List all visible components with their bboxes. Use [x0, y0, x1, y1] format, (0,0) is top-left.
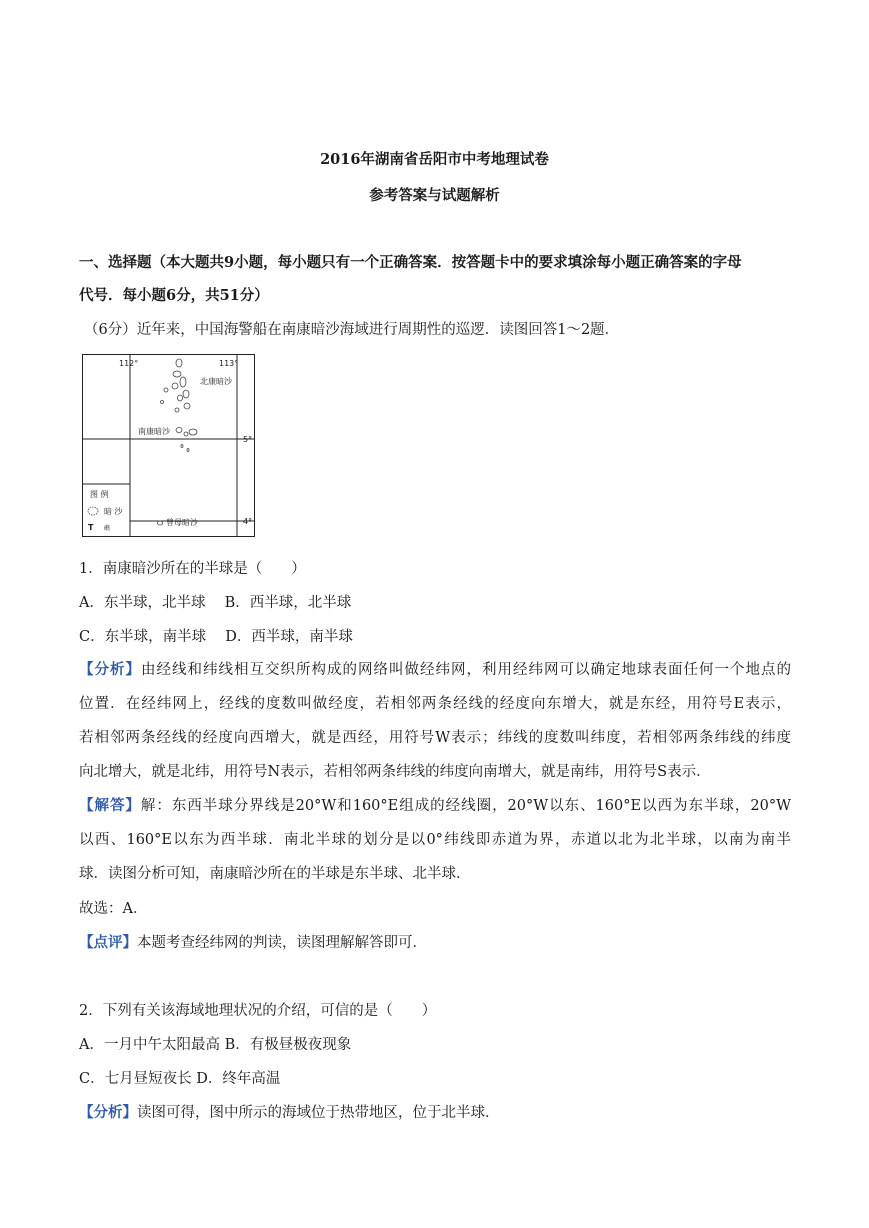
question-intro: （6分）近年来，中国海警船在南康暗沙海域进行周期性的巡逻．读图回答1～2题． [84, 322, 620, 338]
q1-options-row1: A．东半球，北半球 B．西半球，北半球 [79, 595, 352, 611]
analysis-tag: 【分析】 [79, 661, 141, 678]
q2-stem: 2．下列有关该海域地理状况的介绍，可信的是（ ） [79, 1003, 437, 1019]
zengmu-label: 曾母暗沙 [166, 518, 198, 527]
beikang-label: 北康暗沙 [200, 377, 232, 386]
q2-analysis-tag: 【分析】 [79, 1104, 137, 1121]
comment-tag: 【点评】 [79, 934, 137, 951]
legend-marker-label: 礁 [104, 525, 111, 532]
q2-options-row1: A．一月中午太阳最高 B．有极昼极夜现象 [79, 1037, 352, 1053]
section-heading: 一、选择题（本大题共9小题，每小题只有一个正确答案．按答题卡中的要求填涂每小题正确答案的字母 [79, 254, 742, 271]
lon-113-label: 113° [219, 359, 239, 368]
lon-112-label: 112° [119, 359, 139, 368]
q1-analysis [79, 658, 791, 679]
q1-choice: 故选：A． [79, 901, 148, 917]
q1-answer-line3: 球．读图分析可知，南康暗沙所在的半球是东半球、北半球． [79, 866, 471, 882]
q1-comment-text: 本题考查经纬网的判读，读图理解解答即可． [137, 935, 427, 951]
q2-analysis [79, 1101, 500, 1122]
legend-shoal-label: 暗 沙 [104, 507, 123, 516]
q1-options-row2: C．东半球，南半球 D．西半球，南半球 [79, 629, 353, 645]
q2-options-row2: C．七月昼短夜长 D．终年高温 [79, 1071, 281, 1087]
nankang-label: 南康暗沙 [138, 427, 170, 436]
q1-answer [79, 794, 791, 815]
q1-analysis-line3: 若相邻两条经线的经度向西增大，就是西经，用符号W表示；纬线的度数叫纬度，若相邻两条纬线的纬度 [79, 730, 791, 746]
q1-analysis-line1: 由经线和纬线相互交织所构成的网络叫做经纬网，利用经纬网可以确定地球表面任何一个地点的 [141, 662, 791, 678]
document-title: 2016年湖南省岳阳市中考地理试卷 [320, 151, 549, 168]
answer-tag: 【解答】 [79, 797, 141, 814]
lat-5-label: 5° [243, 435, 253, 444]
legend-title: 图 例 [90, 490, 109, 499]
q1-answer-line2: 以西、160°E以东为西半球．南北半球的划分是以0°纬线即赤道为界，赤道以北为北半球，以南为南半 [79, 832, 791, 848]
section-heading-cont: 代号．每小题6分，共51分） [79, 287, 269, 304]
q1-comment [79, 931, 427, 952]
legend-marker-icon: T [88, 523, 94, 532]
q1-analysis-line2: 位置．在经纬网上，经线的度数叫做经度，若相邻两条经线的经度向东增大，就是东经，用符号E表示， [79, 696, 791, 712]
q1-stem: 1．南康暗沙所在的半球是（ ） [79, 561, 306, 577]
q2-analysis-line1: 读图可得，图中所示的海域位于热带地区，位于北半球． [137, 1105, 500, 1121]
document-subtitle: 参考答案与试题解析 [369, 187, 500, 204]
lat-4-label: 4° [243, 517, 253, 526]
q1-analysis-line4: 向北增大，就是北纬，用符号N表示，若相邻两条纬线的纬度向南增大，就是南纬，用符号S表示． [79, 764, 711, 780]
q1-answer-line1: 解：东西半球分界线是20°W和160°E组成的经线圈，20°W以东、160°E以西为东半球，20°W [140, 798, 791, 814]
sea-area-map [82, 354, 255, 537]
